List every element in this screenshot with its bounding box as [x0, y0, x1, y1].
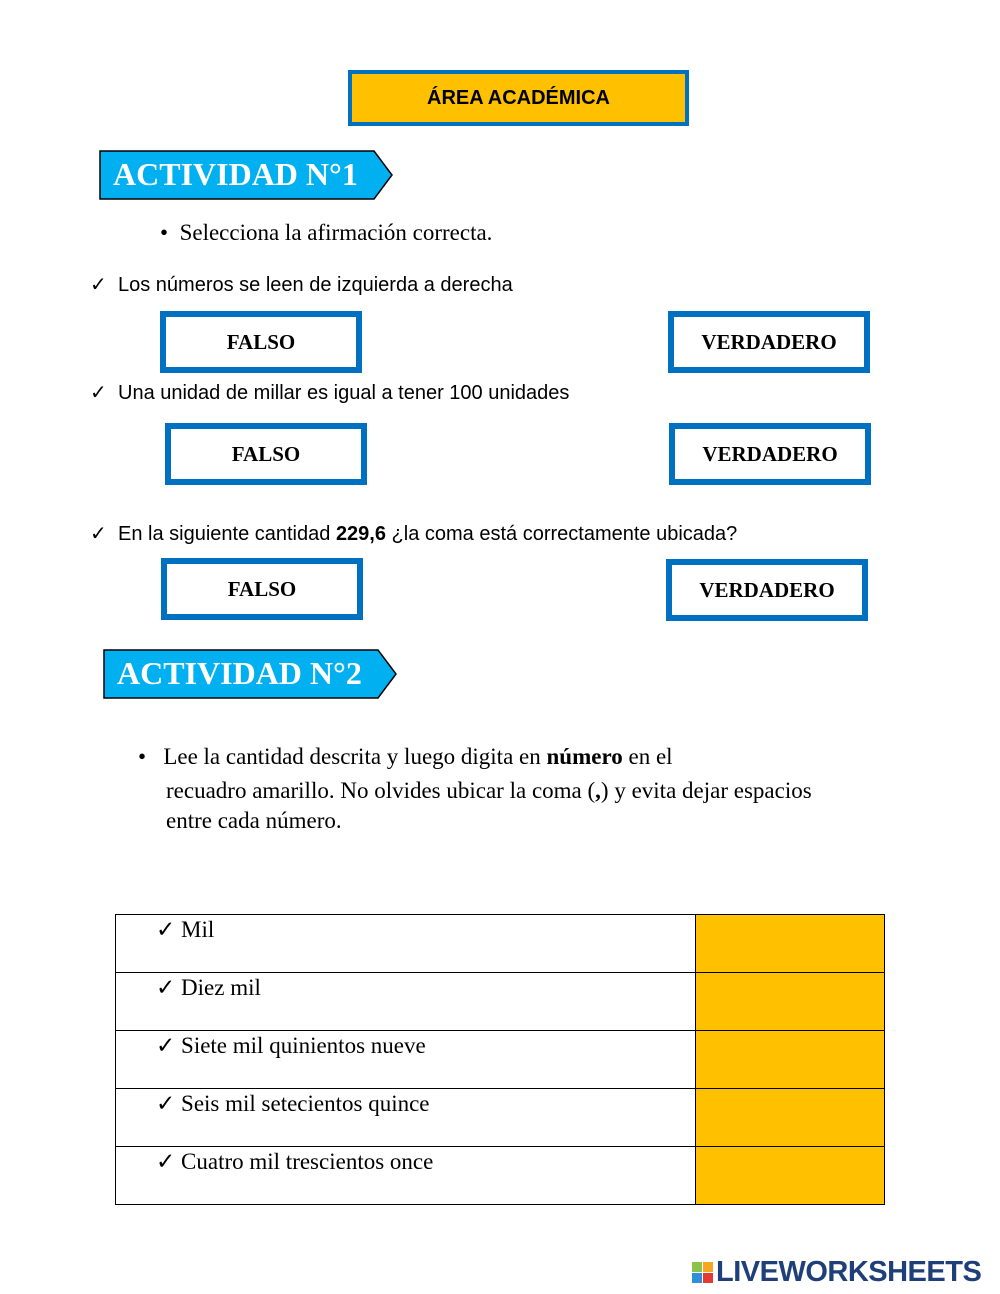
question-text: En la siguiente cantidad — [118, 523, 336, 545]
activity2-instruction: • Lee la cantidad descrita y luego digita en número en el recuadro amarillo. No olvides ubicar la coma (,) y evita dejar espacios entre cada número. — [138, 740, 938, 838]
instr-c: en el — [622, 744, 673, 769]
q1-false-button[interactable]: FALSO — [160, 311, 362, 373]
instr-comma: , — [595, 778, 601, 803]
quantity-value: 229,6 — [335, 523, 386, 545]
answer-table — [115, 914, 885, 1205]
question-2 — [90, 380, 569, 405]
activity2-title: ACTIVIDAD N°2 — [117, 655, 362, 691]
q2-false-button[interactable]: FALSO — [165, 423, 367, 485]
area-title: ÁREA ACADÉMICA — [348, 70, 689, 126]
row-label: ✓ Siete mil quinientos nueve — [116, 1031, 696, 1089]
answer-input[interactable] — [696, 915, 885, 973]
row-label: ✓ Mil — [116, 915, 696, 973]
answer-input[interactable] — [696, 973, 885, 1031]
question-text-end: ¿la coma está correctamente ubicada? — [386, 523, 738, 545]
table-row — [116, 1147, 885, 1205]
row-text: Cuatro mil trescientos once — [181, 1149, 434, 1174]
table-row — [116, 1089, 885, 1147]
check-icon: ✓ — [90, 274, 107, 296]
row-label: ✓ Diez mil — [116, 973, 696, 1031]
table-row — [116, 915, 885, 973]
answer-input[interactable] — [696, 1089, 885, 1147]
question-1 — [90, 272, 513, 297]
row-text: Diez mil — [181, 975, 261, 1000]
liveworksheets-logo — [692, 1256, 981, 1289]
check-icon: ✓ — [90, 523, 107, 545]
row-text: Siete mil quinientos nueve — [181, 1033, 426, 1058]
question-3 — [90, 521, 737, 546]
activity1-title: ACTIVIDAD N°1 — [113, 156, 358, 192]
question-text: Los números se leen de izquierda a derecha — [118, 274, 513, 296]
instr-line2a: recuadro amarillo. No olvides ubicar la coma ( — [166, 778, 596, 803]
instr-b: número — [546, 744, 623, 769]
activity1-instruction: • Selecciona la afirmación correcta. — [160, 220, 493, 245]
table-row — [116, 1031, 885, 1089]
instr-line3: entre cada número. — [166, 808, 342, 833]
row-label: ✓ Seis mil setecientos quince — [116, 1089, 696, 1147]
instr-line2b: ) y evita dejar espacios — [600, 778, 812, 803]
answer-input[interactable] — [696, 1147, 885, 1205]
q3-false-button[interactable]: FALSO — [161, 558, 363, 620]
table-row — [116, 973, 885, 1031]
instruction-text: Selecciona la afirmación correcta. — [179, 220, 493, 245]
row-text: Seis mil setecientos quince — [181, 1091, 430, 1116]
logo-text: LIVEWORKSHEETS — [716, 1256, 982, 1288]
question-text: Una unidad de millar es igual a tener 100 unidades — [118, 382, 570, 404]
check-icon: ✓ — [90, 382, 107, 404]
logo-tiles-icon — [692, 1262, 713, 1283]
q3-true-button[interactable]: VERDADERO — [666, 559, 868, 621]
q1-true-button[interactable]: VERDADERO — [668, 311, 870, 373]
row-label: ✓ Cuatro mil trescientos once — [116, 1147, 696, 1205]
instr-a: Lee la cantidad descrita y luego digita en — [163, 744, 547, 769]
answer-input[interactable] — [696, 1031, 885, 1089]
row-text: Mil — [181, 917, 215, 942]
q2-true-button[interactable]: VERDADERO — [669, 423, 871, 485]
